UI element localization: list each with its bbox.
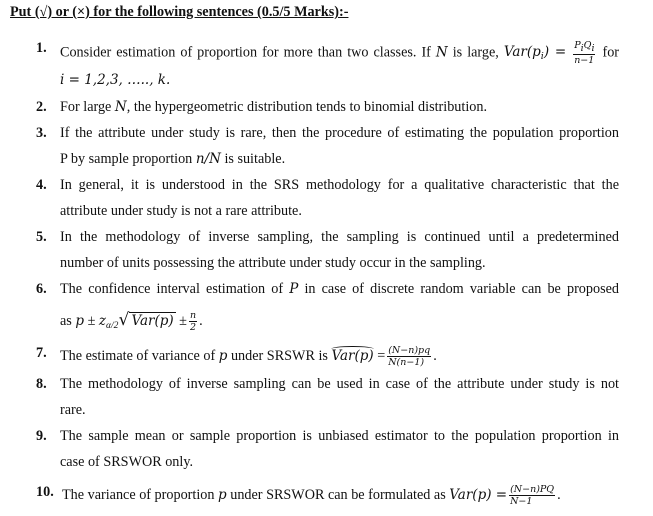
question-number: 3.: [36, 125, 47, 141]
question-text-line: P by sample proportion n/N is suitable.: [60, 151, 286, 167]
question-number: 10.: [36, 484, 54, 500]
variance-formula: $Var(p_i)$ =: [503, 44, 567, 63]
question-text-line: The estimate of variance of p under SRSWR is Var(p) = $\frac{(N-n)pq}{N(n-1)}$ .: [60, 345, 437, 368]
question-number: 1.: [36, 40, 47, 56]
question-text-line: The variance of proportion p under SRSWOR can be formulated as Var(p) = $\frac{(N-n)PQ}{N-1}$ .: [62, 484, 561, 507]
question-number: 8.: [36, 376, 47, 392]
question-text-line: For large N, the hypergeometric distribution tends to binomial distribution.: [60, 99, 488, 115]
square-root: √ Var(p): [118, 309, 174, 330]
question-text-line: The confidence interval estimation of P in case of discrete random variable can be proposed: [60, 281, 620, 297]
question-number: 6.: [36, 281, 47, 297]
question-text-line: The methodology of inverse sampling can be used in case of the attribute under study is not: [60, 376, 619, 392]
fraction: $\frac{(N-n)PQ}{N-1}$: [510, 484, 555, 507]
variance-estimate: Var(p): [331, 347, 374, 364]
question-text-line: The sample mean or sample proportion is unbiased estimator to the population proportion in: [60, 428, 619, 444]
page-title: Put (√) or (×) for the following sentences (0.5/5 Marks):-: [10, 4, 349, 20]
confidence-interval-formula: as $p \pm z_{\alpha/2}$ √ Var(p) ± $\frac{n}{2}$ .: [60, 309, 203, 333]
question-text-line: attribute under study is not a rare attribute.: [60, 203, 302, 219]
question-text-line: rare.: [60, 402, 86, 418]
question-text-line: number of units possessing the attribute under study occur in the sampling.: [60, 255, 486, 271]
question-text-line: In the methodology of inverse sampling, the sampling is continued until a predetermined: [60, 229, 619, 245]
fraction: $\frac{\text{PiQi}}{n-1}$: [574, 40, 595, 66]
fraction: $\frac{n}{2}$: [189, 310, 197, 333]
question-number: 2.: [36, 99, 47, 115]
question-text-line: case of SRSWOR only.: [60, 454, 194, 470]
variance-formula: Var(p) =: [449, 486, 508, 503]
fraction: $\frac{(N-n)pq}{N(n-1)}$: [388, 345, 431, 368]
question-number: 5.: [36, 229, 47, 245]
question-number: 9.: [36, 428, 47, 444]
question-number: 4.: [36, 177, 47, 193]
question-text-line: In general, it is understood in the SRS methodology for a qualitative characteristic that the: [60, 177, 619, 193]
question-text-line: i = 1,2,3, ….., k.: [60, 72, 171, 88]
question-text-line: Consider estimation of proportion for more than two classes. If N is large, $Var(p_i)$ = $\frac{\text{PiQi}}{n-1}$ for: [60, 40, 620, 66]
question-number: 7.: [36, 345, 47, 361]
question-text-line: If the attribute under study is rare, then the procedure of estimating the population proportion: [60, 125, 619, 141]
